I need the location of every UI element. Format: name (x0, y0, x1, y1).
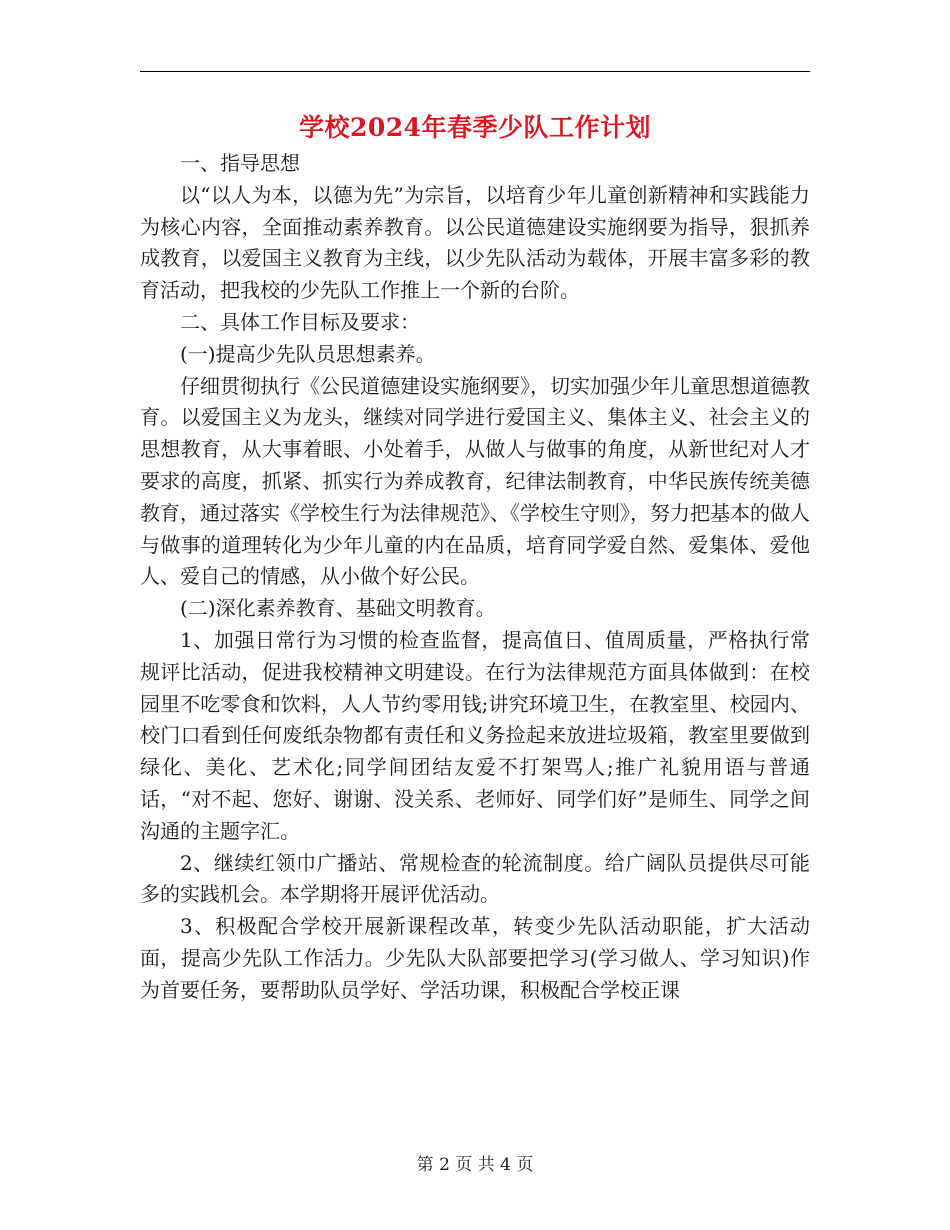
header-rule (140, 71, 810, 72)
section-heading: 一、指导思想 (180, 151, 300, 175)
body-paragraph: 1、加强日常行为习惯的检查监督，提高值日、值周质量，严格执行常规评比活动，促进我校精神文明建设。在行为法律规范方面具体做到：在校园里不吃零食和饮料，人人节约零用钱;讲究环境卫生，在教室里、校园内、校门口看到任何废纸杂物都有责任和义务捡起来放进垃圾箱，教室里要做到绿化、美化、艺术化;同学间团结友爱不打架骂人;推广礼貌用语与普通话，“对不起、您好、谢谢、没关系、老师好、同学们好”是师生、同学之间沟通的主题字汇。 (140, 627, 810, 843)
subsection-heading: (一)提高少先队员思想素养。 (180, 341, 436, 366)
body-paragraph: 2、继续红领巾广播站、常规检查的轮流制度。给广阔队员提供尽可能多的实践机会。本学期将开展评优活动。 (140, 850, 810, 907)
document-body (140, 148, 810, 1007)
subsection-heading: (二)深化素养教育、基础文明教育。 (180, 596, 496, 621)
body-paragraph: 仔细贯彻执行《公民道德建设实施纲要》，切实加强少年儿童思想道德教育。以爱国主义为龙头，继续对同学进行爱国主义、集体主义、社会主义的思想教育，从大事着眼、小处着手，从做人与做事的角度，从新世纪对人才要求的高度，抓紧、抓实行为养成教育，纪律法制教育，中华民族传统美德教育，通过落实《学校生行为法律规范》、《学校生守则》，努力把基本的做人与做事的道理转化为少年儿童的内在品质，培育同学爱自然、爱集体、爱他人、爱自己的情感，从小做个好公民。 (140, 373, 810, 589)
document-title: 学校2024年春季少队工作计划 (298, 113, 652, 142)
body-paragraph: 3、积极配合学校开展新课程改革，转变少先队活动职能，扩大活动面，提高少先队工作活力。少先队大队部要把学习(学习做人、学习知识)作为首要任务，要帮助队员学好、学活功课，积极配合学校正课 (140, 914, 810, 1002)
section-heading: 二、具体工作目标及要求： (180, 309, 420, 334)
body-paragraph: 以“以人为本，以德为先”为宗旨，以培育少年儿童创新精神和实践能力为核心内容，全面推动素养教育。以公民道德建设实施纲要为指导，狠抓养成教育，以爱国主义教育为主线，以少先队活动为载体，开展丰富多彩的教育活动，把我校的少先队工作推上一个新的台阶。 (140, 182, 810, 303)
page-number: 第 2 页 共 4 页 (416, 1155, 534, 1175)
